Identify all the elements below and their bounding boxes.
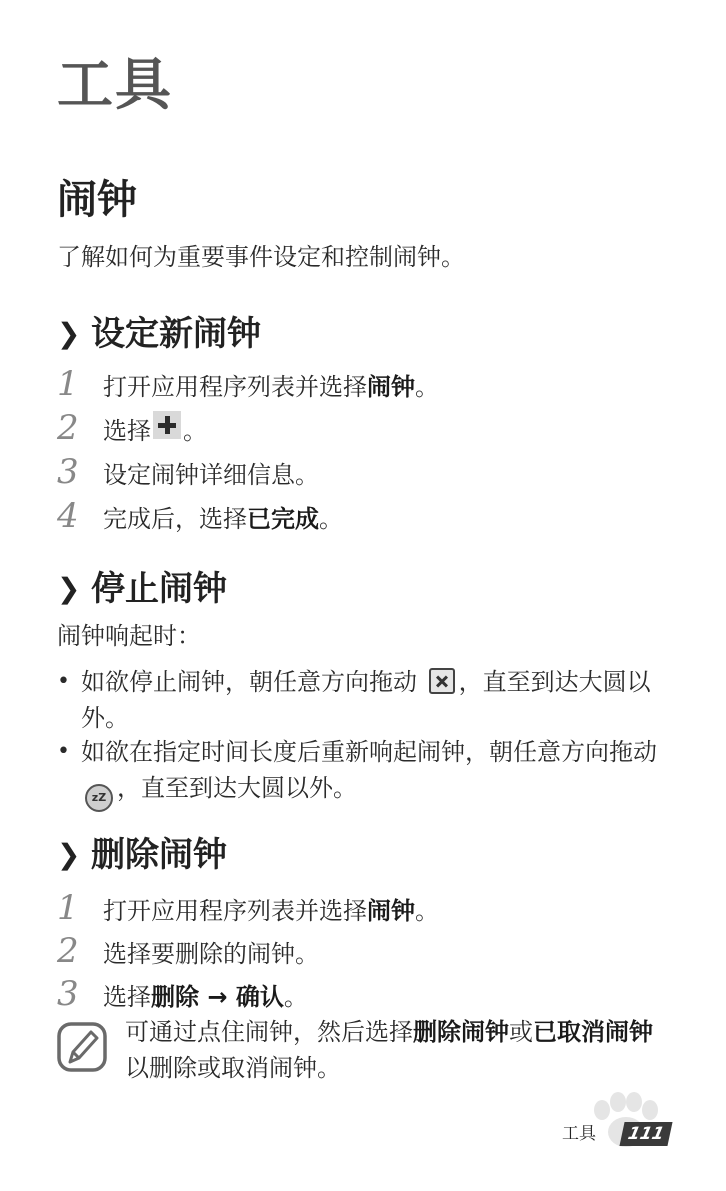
stop-alarm-intro: 闹钟响起时： bbox=[57, 622, 201, 650]
delete-step-2 bbox=[57, 933, 319, 972]
dismiss-x-icon bbox=[429, 668, 455, 694]
step-number: 4 bbox=[57, 496, 79, 536]
set-step-4 bbox=[57, 498, 343, 537]
step-text: 选择 bbox=[103, 417, 151, 445]
step-bold: 删除 → 确认 bbox=[151, 983, 284, 1011]
bullet-text: 如欲停止闹钟，朝任意方向拖动 ，直至到达大圆以外。 bbox=[81, 668, 651, 732]
set-step-1 bbox=[57, 366, 439, 405]
subheading-set-alarm-label: 设定新闹钟 bbox=[91, 314, 261, 354]
step-number: 1 bbox=[57, 364, 79, 404]
chevron-right-icon: ❯ bbox=[57, 838, 81, 871]
chapter-title: 工具 bbox=[57, 53, 173, 118]
bullet-dot: • bbox=[57, 739, 70, 764]
bullet-dot: • bbox=[57, 669, 70, 694]
set-step-2 bbox=[57, 410, 207, 449]
chevron-right-icon: ❯ bbox=[57, 317, 81, 350]
page-number-badge: 111 bbox=[619, 1122, 672, 1146]
section-intro: 了解如何为重要事件设定和控制闹钟。 bbox=[57, 243, 465, 271]
step-end: 。 bbox=[283, 983, 308, 1011]
step-number: 1 bbox=[57, 888, 79, 928]
step-text: 完成后，选择 bbox=[103, 505, 247, 533]
step-number: 3 bbox=[57, 974, 79, 1014]
snooze-icon: zZ bbox=[85, 784, 113, 812]
footer-chapter-label: 工具 bbox=[562, 1124, 596, 1144]
step-end: 。 bbox=[183, 417, 207, 445]
subheading-delete-alarm bbox=[57, 832, 227, 878]
set-step-3 bbox=[57, 454, 319, 493]
step-end: 。 bbox=[415, 373, 439, 401]
step-text: 设定闹钟详细信息。 bbox=[103, 461, 319, 489]
step-number: 3 bbox=[57, 452, 79, 492]
watermark-logo bbox=[512, 1080, 712, 1170]
chevron-right-icon: ❯ bbox=[57, 572, 81, 605]
section-title: 闹钟 bbox=[57, 177, 137, 223]
step-bold: 闹钟 bbox=[367, 373, 415, 401]
subheading-set-alarm bbox=[57, 311, 261, 357]
step-text: 打开应用程序列表并选择 bbox=[103, 897, 367, 925]
step-end: 。 bbox=[415, 897, 439, 925]
bullet-text: 如欲在指定时间长度后重新响起闹钟，朝任意方向拖动 zZ ，直至到达大圆以外。 bbox=[81, 734, 677, 812]
note-text: 可通过点住闹钟，然后选择删除闹钟或已取消闹钟以删除或取消闹钟。 bbox=[125, 1018, 653, 1082]
list-item bbox=[57, 664, 677, 736]
subheading-delete-alarm-label: 删除闹钟 bbox=[91, 835, 227, 875]
subheading-stop-alarm bbox=[57, 566, 227, 612]
note-pencil-icon bbox=[57, 1022, 107, 1072]
step-bold: 闹钟 bbox=[367, 897, 415, 925]
step-text: 选择 bbox=[103, 983, 151, 1011]
plus-icon bbox=[153, 411, 181, 439]
step-bold: 已完成 bbox=[247, 505, 319, 533]
step-text: 打开应用程序列表并选择 bbox=[103, 373, 367, 401]
step-number: 2 bbox=[57, 931, 79, 971]
step-text: 选择要删除的闹钟。 bbox=[103, 940, 319, 968]
subheading-stop-alarm-label: 停止闹钟 bbox=[91, 569, 227, 609]
step-end: 。 bbox=[319, 505, 343, 533]
step-number: 2 bbox=[57, 408, 79, 448]
list-item bbox=[57, 734, 677, 812]
delete-step-1 bbox=[57, 890, 439, 929]
delete-step-3 bbox=[57, 976, 308, 1015]
